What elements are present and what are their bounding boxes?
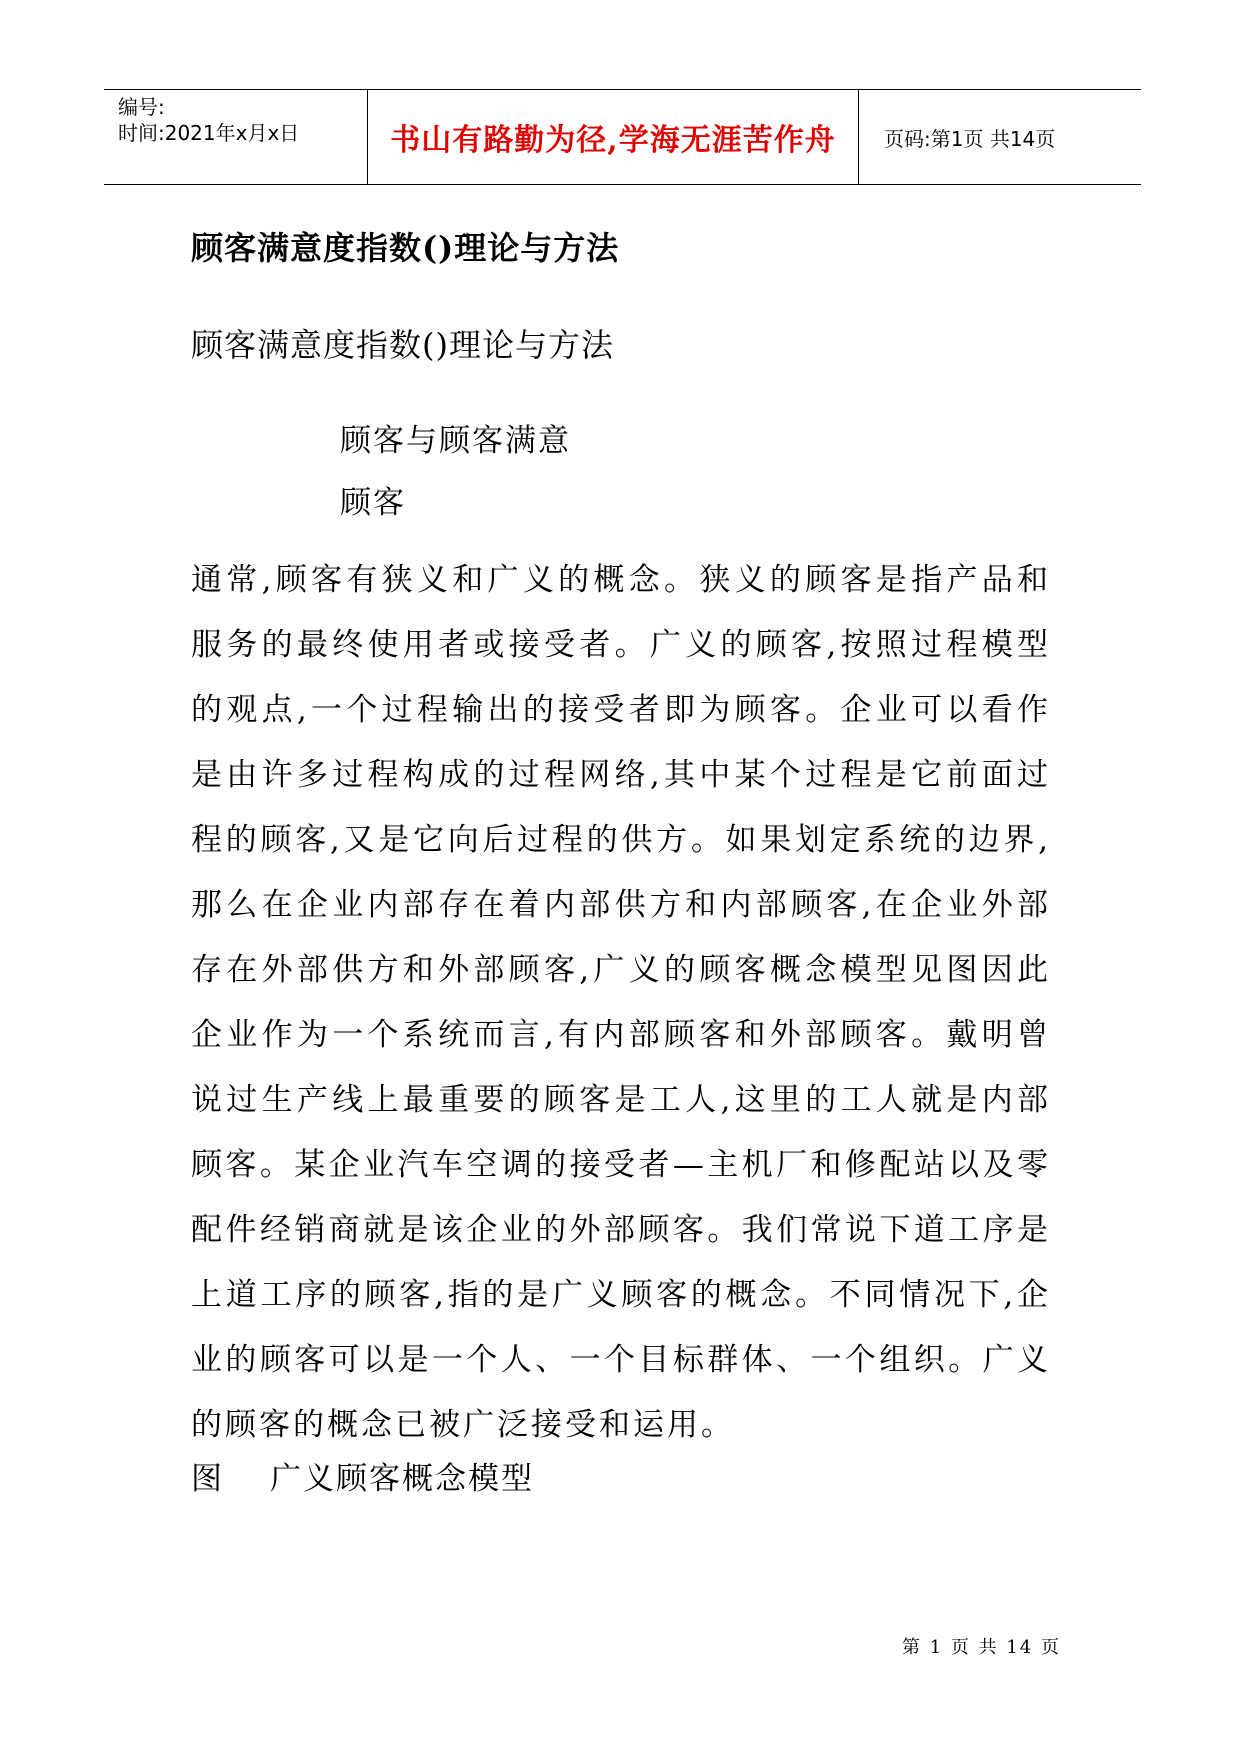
number-label: 编号:	[118, 95, 165, 119]
page-footer: 第 1 页 共 14 页	[902, 1637, 1061, 1658]
document-title: 顾客满意度指数()理论与方法	[191, 229, 620, 267]
header-page-info: 页码:第1页 共14页	[884, 126, 1056, 151]
figure-caption-line	[191, 1453, 534, 1498]
document-subtitle: 顾客满意度指数()理论与方法	[191, 326, 614, 364]
header-meta	[104, 90, 368, 184]
page-header	[104, 89, 1141, 185]
section-heading: 顾客与顾客满意	[340, 423, 571, 459]
subsection-heading: 顾客	[340, 485, 406, 521]
body-paragraph: 通常,顾客有狭义和广义的概念。狭义的顾客是指产品和服务的最终使用者或接受者。广义的顾客,按照过程模型的观点,一个过程输出的接受者即为顾客。企业可以看作是由许多过程构成的过程网络,其中某个过程是它前面过程的顾客,又是它向后过程的供方。如果划定系统的边界,那么在企业内部存在着内部供方和内部顾客,在企业外部存在外部供方和外部顾客,广义的顾客概念模型见图因此企业作为一个系统而言,有内部顾客和外部顾客。戴明曾说过生产线上最重要的顾客是工人,这里的工人就是内部顾客。某企业汽车空调的接受者—主机厂和修配站以及零配件经销商就是该企业的外部顾客。我们常说下道工序是上道工序的顾客,指的是广义顾客的概念。不同情况下,企业的顾客可以是一个人、一个目标群体、一个组织。广义的顾客的概念已被广泛接受和运用。	[191, 562, 1051, 1443]
figure-caption: 广义顾客概念模型	[270, 1461, 534, 1497]
figure-label: 图	[191, 1461, 224, 1497]
time-label: 时间:2021年x月x日	[118, 121, 300, 145]
header-motto: 书山有路勤为径,学海无涯苦作舟	[368, 90, 859, 184]
